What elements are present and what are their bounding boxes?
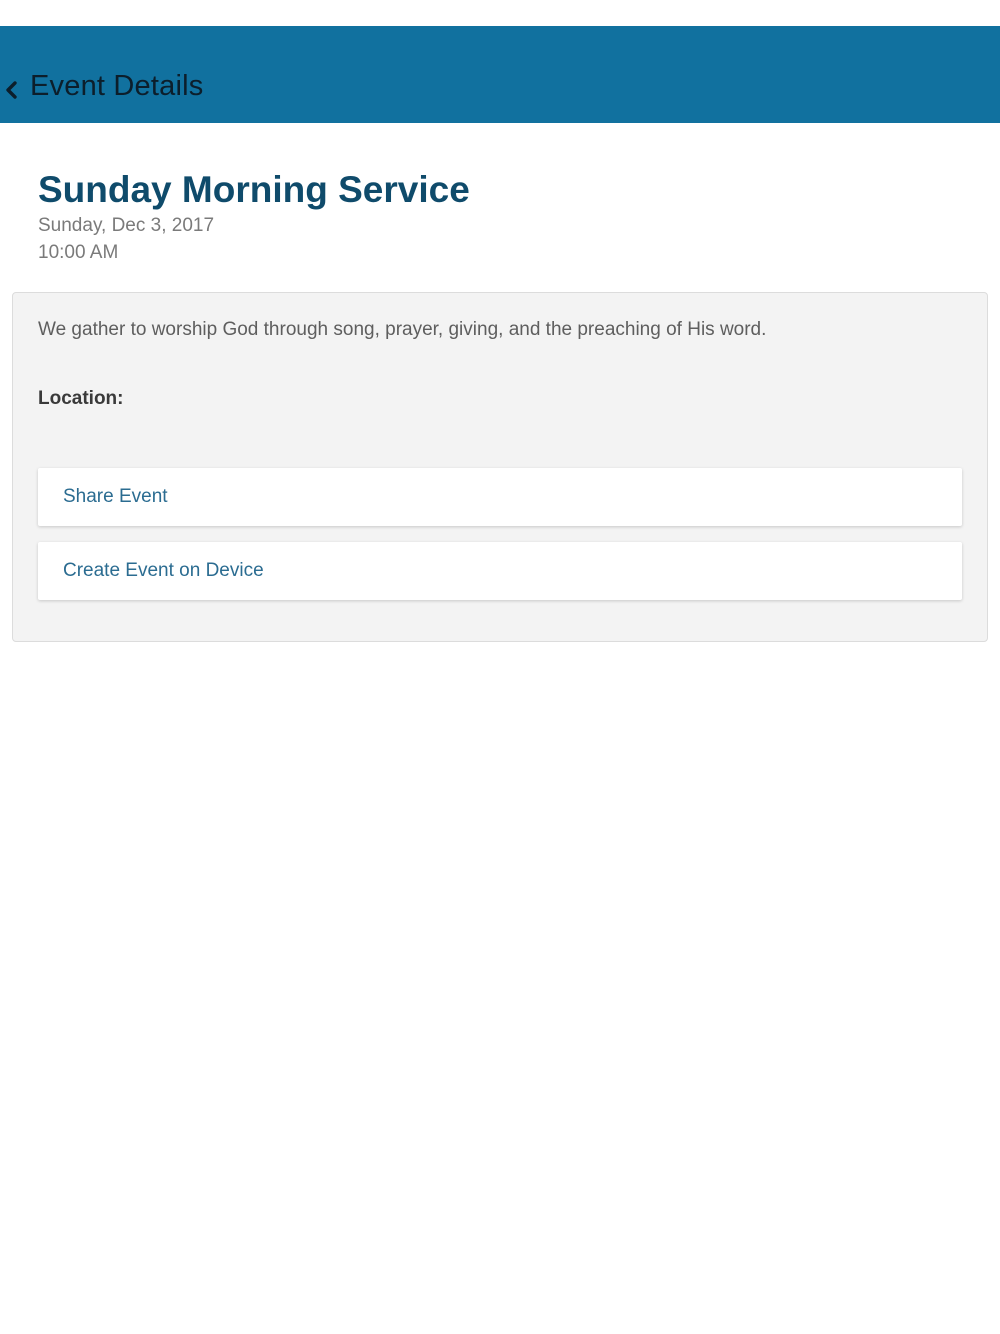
back-button[interactable] (0, 66, 203, 106)
event-time: 10:00 AM (38, 242, 119, 263)
event-date: Sunday, Dec 3, 2017 (38, 215, 215, 236)
event-details-card (12, 292, 988, 642)
event-title: Sunday Morning Service (38, 169, 470, 210)
share-event-label: Share Event (63, 486, 168, 507)
app-bar (0, 26, 1000, 123)
event-description: We gather to worship God through song, prayer, giving, and the preaching of His word. (38, 319, 767, 340)
status-bar (0, 0, 1000, 26)
location-label: Location: (38, 388, 124, 409)
event-header (38, 168, 958, 266)
chevron-left-icon[interactable] (4, 80, 18, 100)
share-event-button[interactable] (38, 468, 962, 526)
create-event-on-device-button[interactable] (38, 542, 962, 600)
create-event-label: Create Event on Device (63, 560, 264, 581)
page-title: Event Details (30, 69, 204, 102)
